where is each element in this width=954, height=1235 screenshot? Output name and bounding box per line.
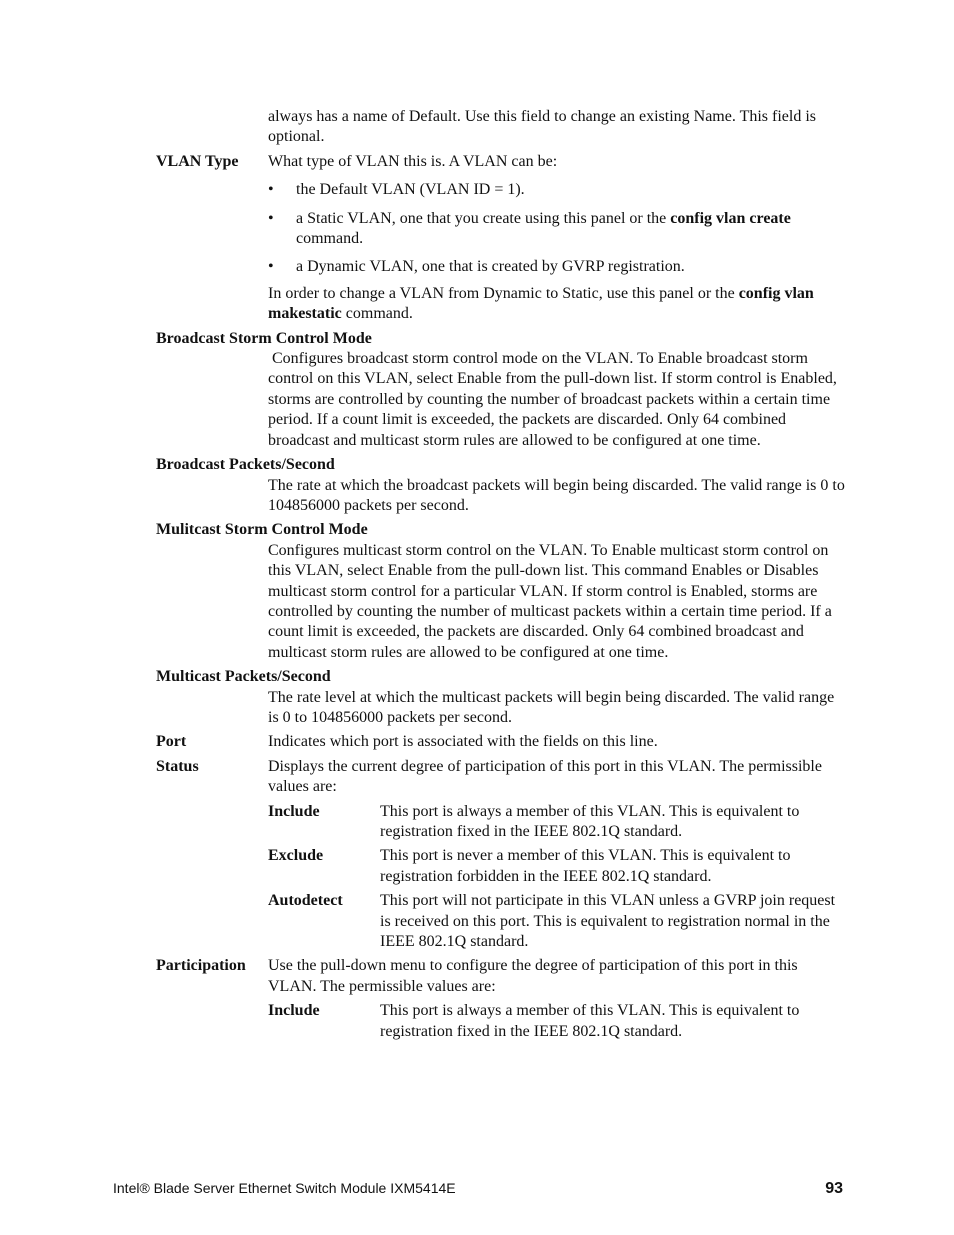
footer-title: Intel® Blade Server Ethernet Switch Module IXM5414E (113, 1180, 456, 1196)
bullet-text: the Default VLAN (VLAN ID = 1). (296, 181, 525, 199)
vlan-type-term: VLAN Type (156, 152, 239, 170)
note-tail: command. (341, 305, 413, 323)
broadcast-mode-term: Broadcast Storm Control Mode (156, 329, 372, 347)
value-desc: This port is never a member of this VLAN. This is equivalent to registration forbidden in the IEEE 802.1Q standard. (380, 847, 791, 885)
bullet-symbol: • (268, 258, 274, 276)
vlan-type-bullet-3 (268, 257, 846, 277)
multicast-pps-desc: The rate level at which the multicast packets will begin being discarded. The valid range is 0 to 104856000 packets per second. (268, 688, 835, 726)
vlan-type-note (268, 284, 846, 325)
vlan-type-bullet-1 (268, 180, 846, 200)
status-entry (156, 757, 846, 798)
page-number: 93 (825, 1180, 843, 1197)
bullet-symbol: • (268, 181, 274, 199)
broadcast-pps-desc: The rate at which the broadcast packets will begin being discarded. The valid range is 0 to 104856000 packets per second. (268, 476, 845, 514)
value-desc: This port is always a member of this VLAN. This is equivalent to registration fixed in the IEEE 802.1Q standard. (380, 1002, 800, 1040)
value-term: Include (268, 1002, 320, 1020)
participation-entry (156, 956, 846, 997)
bullet-text: a Dynamic VLAN, one that is created by GVRP registration. (296, 258, 685, 276)
multicast-mode-term: Mulitcast Storm Control Mode (156, 521, 368, 539)
vlan-type-bullet-2 (268, 209, 846, 250)
value-term: Autodetect (268, 892, 343, 910)
port-term: Port (156, 733, 187, 751)
bullet-text-tail: command. (296, 230, 364, 248)
status-value-autodetect (268, 891, 846, 952)
multicast-pps-term: Multicast Packets/Second (156, 668, 331, 686)
value-term: Include (268, 802, 320, 820)
participation-desc: Use the pull-down menu to configure the degree of participation of this port in this VLAN. The permissible values are: (268, 957, 798, 995)
participation-value-include (268, 1001, 846, 1042)
port-entry (156, 732, 846, 752)
intro-paragraph: always has a name of Default. Use this field to change an existing Name. This field is optional. (268, 108, 816, 146)
note-command: config vlan makestatic (268, 284, 814, 323)
note-lead: In order to change a VLAN from Dynamic to Static, use this panel or the (268, 284, 739, 302)
port-desc: Indicates which port is associated with the fields on this line. (268, 733, 658, 751)
page-footer (113, 1178, 843, 1199)
broadcast-mode-desc: Configures broadcast storm control mode on the VLAN. To Enable broadcast storm control on this VLAN, select Enable from the pull-down list. If storm control is Enabled, storms are controlled by counting the number of broadcast packets within a certain time period. If a count limit is exceeded, the packets are discarded. Only 64 combined broadcast and multicast storm rules are allowed to be configured at one time. (268, 350, 841, 449)
broadcast-pps-term: Broadcast Packets/Second (156, 456, 335, 474)
status-term: Status (156, 757, 199, 775)
bullet-text-lead: a Static VLAN, one that you create using this panel or the (296, 209, 671, 227)
value-term: Exclude (268, 847, 324, 865)
vlan-type-entry (156, 152, 846, 172)
status-value-exclude (268, 846, 846, 887)
bullet-command: config vlan create (670, 209, 791, 227)
value-desc: This port is always a member of this VLAN. This is equivalent to registration fixed in the IEEE 802.1Q standard. (380, 802, 800, 840)
bullet-text (296, 209, 846, 250)
page-content (156, 107, 846, 1042)
status-desc: Displays the current degree of participation of this port in this VLAN. The permissible values are: (268, 757, 822, 796)
multicast-mode-desc: Configures multicast storm control on the VLAN. To Enable multicast storm control on this VLAN, select Enable from the pull-down list. This command Enables or Disables multicast storm control for a particular VLAN. If storm control is Enabled, storms are controlled by counting the number of multicast packets within a certain time period. If a count limit is exceeded, the packets are discarded. Only 64 combined broadcast and multicast storm rules are allowed to be configured at one time. (268, 541, 832, 661)
participation-term: Participation (156, 957, 246, 975)
value-desc: This port will not participate in this VLAN unless a GVRP join request is received on this port. This is equivalent to registration normal in the IEEE 802.1Q standard. (380, 892, 836, 951)
status-value-include (268, 802, 846, 843)
vlan-type-desc: What type of VLAN this is. A VLAN can be: (268, 152, 558, 170)
bullet-symbol: • (268, 209, 274, 227)
